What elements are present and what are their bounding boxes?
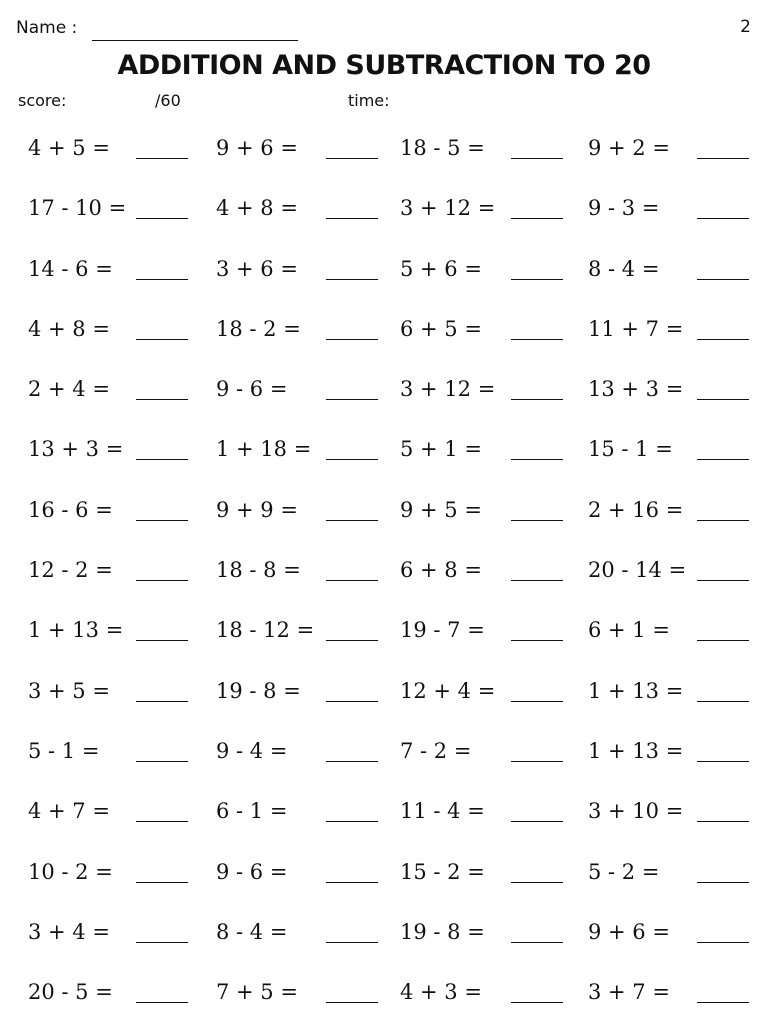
problem-text: 19 - 7 = <box>400 618 485 643</box>
problem-text: 2 + 4 = <box>28 377 110 402</box>
problem-text: 4 + 8 = <box>216 196 298 221</box>
answer-blank[interactable] <box>697 640 749 641</box>
answer-blank[interactable] <box>136 158 188 159</box>
problem-row <box>0 785 768 845</box>
answer-blank[interactable] <box>136 701 188 702</box>
problem-text: 5 + 6 = <box>400 256 482 281</box>
problem-text: 11 + 7 = <box>588 316 684 341</box>
problem-row <box>0 363 768 423</box>
problem-text: 6 + 1 = <box>588 618 670 643</box>
answer-blank[interactable] <box>326 339 378 340</box>
problem-grid <box>0 122 768 1026</box>
answer-blank[interactable] <box>511 942 563 943</box>
problem-row <box>0 846 768 906</box>
answer-blank[interactable] <box>326 761 378 762</box>
answer-blank[interactable] <box>136 1002 188 1003</box>
answer-blank[interactable] <box>511 399 563 400</box>
problem-text: 17 - 10 = <box>28 196 127 221</box>
answer-blank[interactable] <box>511 459 563 460</box>
problem-text: 18 - 12 = <box>216 618 315 643</box>
answer-blank[interactable] <box>326 1002 378 1003</box>
problem-text: 5 - 2 = <box>588 859 660 884</box>
answer-blank[interactable] <box>511 821 563 822</box>
answer-blank[interactable] <box>136 761 188 762</box>
answer-blank[interactable] <box>697 218 749 219</box>
problem-text: 3 + 5 = <box>28 678 110 703</box>
answer-blank[interactable] <box>511 279 563 280</box>
answer-blank[interactable] <box>697 339 749 340</box>
answer-blank[interactable] <box>511 761 563 762</box>
answer-blank[interactable] <box>697 580 749 581</box>
answer-blank[interactable] <box>136 279 188 280</box>
answer-blank[interactable] <box>511 640 563 641</box>
problem-text: 4 + 7 = <box>28 799 110 824</box>
answer-blank[interactable] <box>511 339 563 340</box>
answer-blank[interactable] <box>511 882 563 883</box>
answer-blank[interactable] <box>136 339 188 340</box>
answer-blank[interactable] <box>697 158 749 159</box>
problem-text: 3 + 12 = <box>400 196 496 221</box>
answer-blank[interactable] <box>697 761 749 762</box>
problem-text: 15 - 1 = <box>588 437 673 462</box>
problem-text: 9 + 9 = <box>216 497 298 522</box>
answer-blank[interactable] <box>136 399 188 400</box>
problem-row <box>0 303 768 363</box>
worksheet-title: ADDITION AND SUBTRACTION TO 20 <box>117 50 651 81</box>
problem-text: 13 + 3 = <box>588 377 684 402</box>
problem-text: 3 + 7 = <box>588 980 670 1005</box>
answer-blank[interactable] <box>511 580 563 581</box>
problem-text: 1 + 18 = <box>216 437 312 462</box>
answer-blank[interactable] <box>326 218 378 219</box>
problem-text: 3 + 12 = <box>400 377 496 402</box>
problem-text: 14 - 6 = <box>28 256 113 281</box>
problem-text: 3 + 4 = <box>28 919 110 944</box>
score-label: score: <box>18 91 67 110</box>
answer-blank[interactable] <box>326 821 378 822</box>
problem-text: 6 + 5 = <box>400 316 482 341</box>
answer-blank[interactable] <box>326 459 378 460</box>
problem-text: 9 - 3 = <box>588 196 660 221</box>
answer-blank[interactable] <box>511 218 563 219</box>
answer-blank[interactable] <box>326 580 378 581</box>
problem-row <box>0 423 768 483</box>
problem-text: 9 - 6 = <box>216 859 288 884</box>
page-number: 2 <box>740 17 751 37</box>
problem-text: 3 + 10 = <box>588 799 684 824</box>
answer-blank[interactable] <box>136 218 188 219</box>
problem-text: 15 - 2 = <box>400 859 485 884</box>
name-answer-line[interactable] <box>92 40 298 41</box>
problem-text: 9 + 6 = <box>216 136 298 160</box>
answer-blank[interactable] <box>326 942 378 943</box>
problem-text: 8 - 4 = <box>588 256 660 281</box>
problem-text: 4 + 8 = <box>28 316 110 341</box>
problem-text: 6 + 8 = <box>400 558 482 583</box>
problem-text: 3 + 6 = <box>216 256 298 281</box>
name-label: Name : <box>16 18 78 38</box>
answer-blank[interactable] <box>326 520 378 521</box>
problem-text: 12 - 2 = <box>28 558 113 583</box>
answer-blank[interactable] <box>697 399 749 400</box>
problem-text: 7 - 2 = <box>400 738 472 763</box>
problem-text: 20 - 14 = <box>588 558 687 583</box>
problem-text: 16 - 6 = <box>28 497 113 522</box>
problem-row <box>0 665 768 725</box>
answer-blank[interactable] <box>326 640 378 641</box>
answer-blank[interactable] <box>511 520 563 521</box>
problem-text: 1 + 13 = <box>588 738 684 763</box>
problem-row <box>0 182 768 242</box>
problem-text: 9 - 4 = <box>216 738 288 763</box>
answer-blank[interactable] <box>136 640 188 641</box>
problem-text: 9 + 5 = <box>400 497 482 522</box>
answer-blank[interactable] <box>136 520 188 521</box>
answer-blank[interactable] <box>136 459 188 460</box>
problem-text: 5 + 1 = <box>400 437 482 462</box>
answer-blank[interactable] <box>136 882 188 883</box>
problem-row <box>0 122 768 182</box>
answer-blank[interactable] <box>511 1002 563 1003</box>
problem-text: 13 + 3 = <box>28 437 124 462</box>
problem-text: 11 - 4 = <box>400 799 485 824</box>
problem-text: 7 + 5 = <box>216 980 298 1005</box>
problem-row <box>0 243 768 303</box>
problem-text: 1 + 13 = <box>588 678 684 703</box>
answer-blank[interactable] <box>326 158 378 159</box>
answer-blank[interactable] <box>326 701 378 702</box>
problem-text: 2 + 16 = <box>588 497 684 522</box>
problem-text: 19 - 8 = <box>216 678 301 703</box>
answer-blank[interactable] <box>511 158 563 159</box>
answer-blank[interactable] <box>697 459 749 460</box>
problem-text: 19 - 8 = <box>400 919 485 944</box>
answer-blank[interactable] <box>136 580 188 581</box>
problem-text: 1 + 13 = <box>28 618 124 643</box>
problem-text: 9 - 6 = <box>216 377 288 402</box>
problem-text: 9 + 2 = <box>588 136 670 160</box>
answer-blank[interactable] <box>697 1002 749 1003</box>
answer-blank[interactable] <box>326 399 378 400</box>
problem-text: 4 + 3 = <box>400 980 482 1005</box>
problem-text: 20 - 5 = <box>28 980 113 1005</box>
problem-text: 10 - 2 = <box>28 859 113 884</box>
problem-row <box>0 725 768 785</box>
problem-text: 9 + 6 = <box>588 919 670 944</box>
problem-text: 18 - 2 = <box>216 316 301 341</box>
answer-blank[interactable] <box>697 821 749 822</box>
problem-text: 8 - 4 = <box>216 919 288 944</box>
answer-blank[interactable] <box>697 701 749 702</box>
problem-row <box>0 544 768 604</box>
answer-blank[interactable] <box>697 942 749 943</box>
answer-blank[interactable] <box>326 882 378 883</box>
problem-row <box>0 484 768 544</box>
problem-text: 12 + 4 = <box>400 678 496 703</box>
answer-blank[interactable] <box>697 882 749 883</box>
answer-blank[interactable] <box>326 279 378 280</box>
problem-text: 18 - 8 = <box>216 558 301 583</box>
problem-row <box>0 604 768 664</box>
problem-text: 5 - 1 = <box>28 738 100 763</box>
answer-blank[interactable] <box>136 942 188 943</box>
problem-text: 18 - 5 = <box>400 136 485 160</box>
problem-text: 6 - 1 = <box>216 799 288 824</box>
time-label: time: <box>348 91 390 110</box>
answer-blank[interactable] <box>697 279 749 280</box>
problem-row <box>0 906 768 966</box>
problem-text: 4 + 5 = <box>28 136 110 160</box>
answer-blank[interactable] <box>697 520 749 521</box>
answer-blank[interactable] <box>511 701 563 702</box>
score-total: /60 <box>155 91 181 110</box>
problem-row <box>0 966 768 1026</box>
answer-blank[interactable] <box>136 821 188 822</box>
